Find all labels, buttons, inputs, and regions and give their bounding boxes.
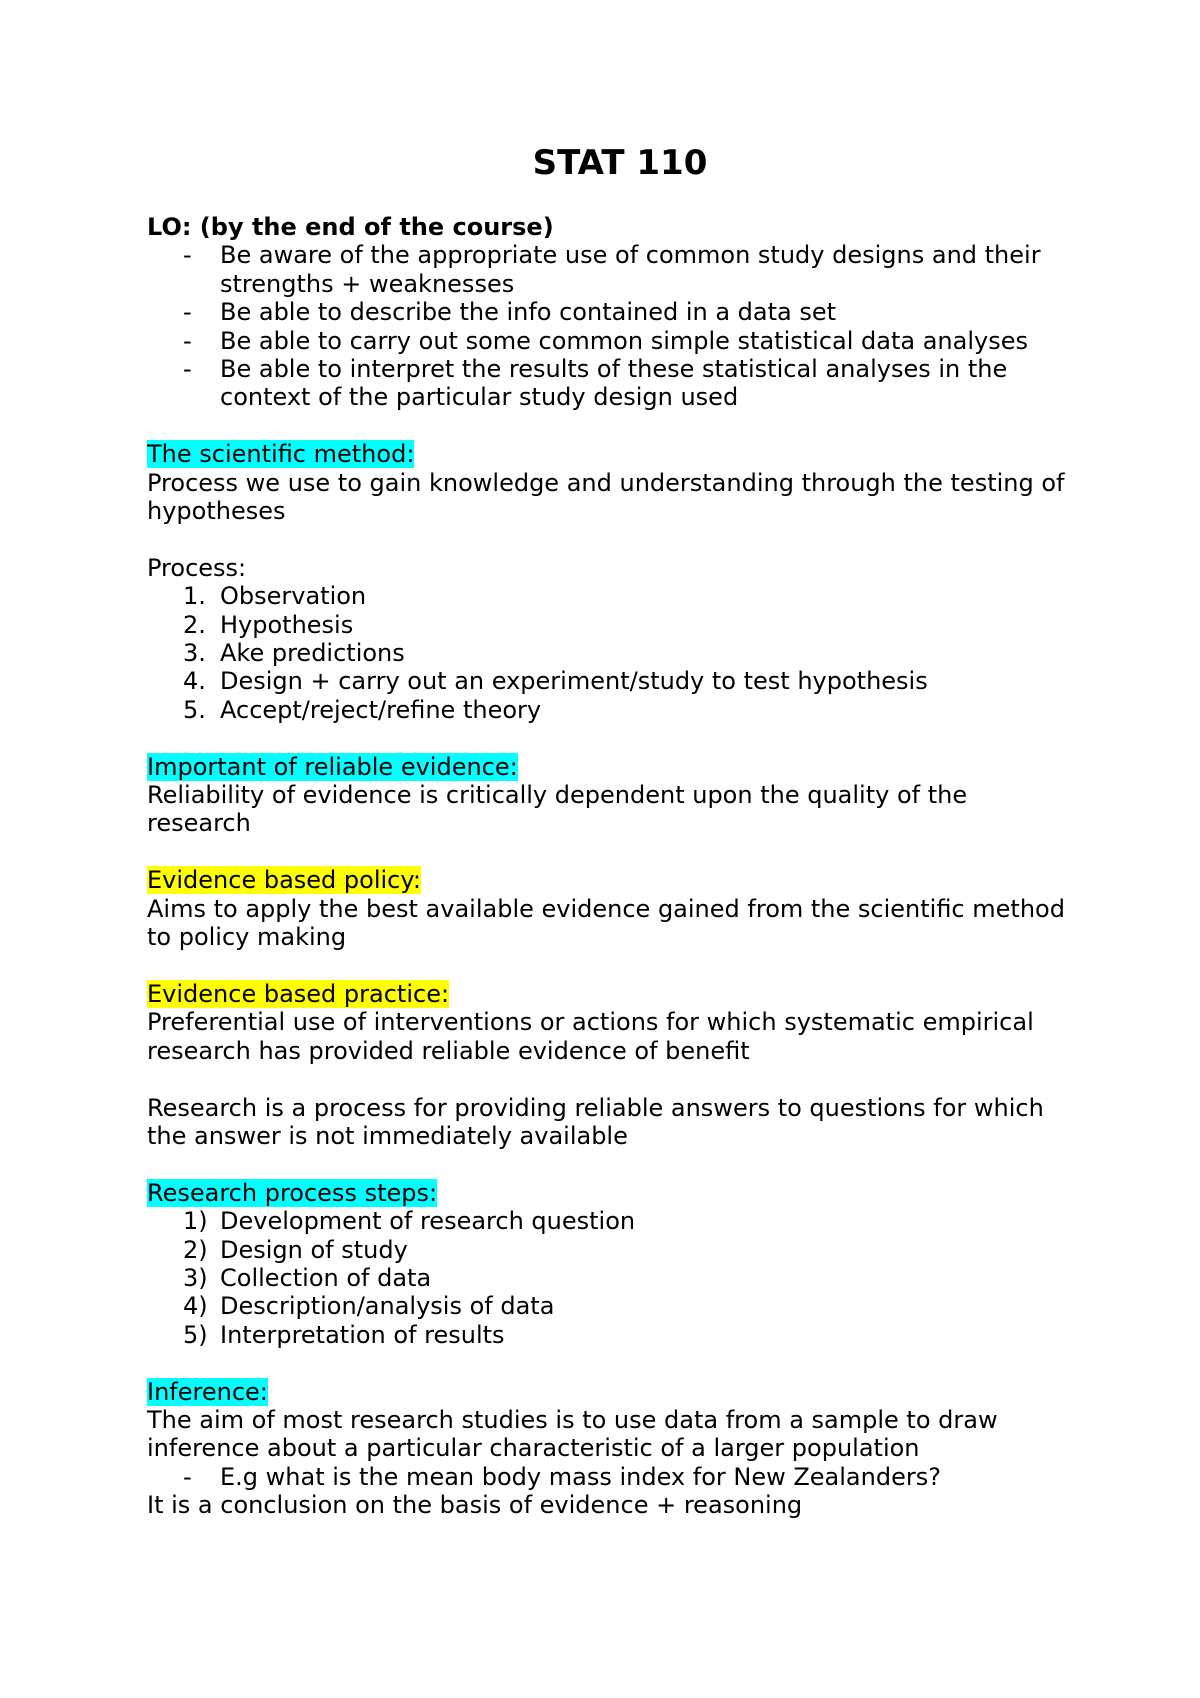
research-steps-list [147,1207,1077,1349]
list-item: - E.g what is the mean body mass index for New Zealanders? [183,1462,941,1491]
list-item: 3. Ake predictions [183,639,405,668]
inference-example-list [147,1463,1077,1491]
dash-marker: - [183,1462,192,1491]
research-steps-heading: Research process steps: [147,1178,438,1207]
evidence-policy-text: Aims to apply the best available evidence gained from the scientific method to policy making [147,894,1065,952]
list-item: 4) Description/analysis of data [183,1292,555,1321]
dash-marker: - [183,326,192,355]
scientific-method-text: Process we use to gain knowledge and understanding through the testing of hypotheses [147,468,1065,526]
list-item: 1. Observation [183,582,367,611]
list-item: 5. Accept/reject/refine theory [183,695,542,724]
scientific-method-heading: The scientific method: [147,440,415,469]
document-page [147,143,1077,1520]
evidence-practice-heading: Evidence based practice: [147,979,450,1008]
list-item: 2) Design of study [183,1235,408,1264]
process-steps-list [147,582,1077,724]
inference-conclusion: It is a conclusion on the basis of evidence + reasoning [147,1491,803,1520]
list-item: 4. Design + carry out an experiment/study to test hypothesis [183,667,928,696]
list-item: - Be aware of the appropriate use of common study designs and their strengths + weaknesses [183,241,1041,298]
list-item: 3) Collection of data [183,1263,432,1292]
reliable-evidence-heading: Important of reliable evidence: [147,752,518,781]
inference-text: The aim of most research studies is to use data from a sample to draw inference about a particular characteristic of a larger population [147,1405,998,1463]
list-item: - Be able to describe the info contained in a data set [183,298,837,327]
evidence-practice-text: Preferential use of interventions or actions for which systematic empirical research has provided reliable evidence of benefit [147,1008,1034,1065]
list-item: 1) Development of research question [183,1207,636,1236]
lo-list [147,241,1077,411]
dash-marker: - [183,355,192,384]
list-item: 2. Hypothesis [183,610,354,639]
list-item: - Be able to interpret the results of these statistical analyses in the context of the particular study design used [183,355,1008,412]
research-definition: Research is a process for providing reliable answers to questions for which the answer is not immediately available [147,1093,1044,1150]
process-label: Process: [147,553,247,582]
dash-marker: - [183,241,192,270]
list-item: 5) Interpretation of results [183,1320,505,1349]
inference-heading: Inference: [147,1377,268,1406]
lo-heading: LO: (by the end of the course) [147,213,554,241]
document-title: STAT 110 [532,143,708,183]
reliable-evidence-text: Reliability of evidence is critically dependent upon the quality of the research [147,781,968,838]
dash-marker: - [183,298,192,327]
evidence-policy-heading: Evidence based policy: [147,866,421,895]
list-item: - Be able to carry out some common simple statistical data analyses [183,326,1028,355]
